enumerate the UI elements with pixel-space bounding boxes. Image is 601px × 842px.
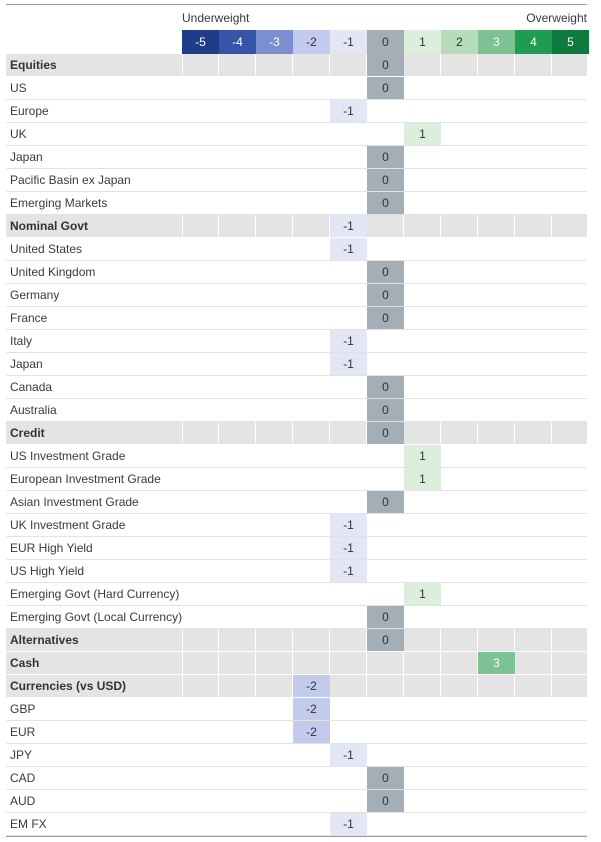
rating-cell: 3	[478, 652, 515, 674]
rating-cell: 0	[367, 491, 404, 513]
row-label: US Investment Grade	[10, 449, 126, 463]
grid-divider	[255, 652, 256, 674]
table-row	[6, 169, 587, 192]
grid-divider	[514, 215, 515, 237]
grid-divider	[477, 629, 478, 651]
rating-cell: 0	[367, 376, 404, 398]
rating-cell: 0	[367, 606, 404, 628]
row-label: Emerging Markets	[10, 196, 108, 210]
table-row	[6, 123, 587, 146]
row-label: EUR High Yield	[10, 541, 93, 555]
row-label: European Investment Grade	[10, 472, 161, 486]
table-row	[6, 744, 587, 767]
rating-cell: -2	[293, 721, 330, 743]
grid-divider	[403, 675, 404, 697]
rating-cell: 0	[367, 54, 404, 76]
row-label: EUR	[10, 725, 36, 739]
rating-cell: -1	[330, 744, 367, 766]
table-row	[6, 238, 587, 261]
grid-divider	[477, 215, 478, 237]
grid-divider	[182, 422, 183, 444]
grid-divider	[477, 422, 478, 444]
table-row	[6, 767, 587, 790]
table-row	[6, 376, 587, 399]
row-label: JPY	[10, 748, 33, 762]
rating-cell: 1	[404, 583, 441, 605]
rating-cell: 0	[367, 146, 404, 168]
grid-divider	[292, 215, 293, 237]
group-row	[6, 54, 587, 77]
grid-divider	[588, 422, 589, 444]
rating-cell: -2	[293, 698, 330, 720]
grid-divider	[218, 215, 219, 237]
scale-cell: -5	[182, 30, 219, 54]
grid-divider	[477, 54, 478, 76]
row-label: Currencies (vs USD)	[10, 679, 127, 693]
grid-divider	[255, 54, 256, 76]
table-row	[6, 192, 587, 215]
rating-cell: -1	[330, 813, 367, 835]
row-label: Emerging Govt (Local Currency)	[10, 610, 183, 624]
grid-divider	[182, 652, 183, 674]
grid-divider	[514, 675, 515, 697]
row-label: Asian Investment Grade	[10, 495, 139, 509]
grid-divider	[551, 629, 552, 651]
rating-cell: -2	[293, 675, 330, 697]
grid-divider	[292, 629, 293, 651]
row-label: Cash	[10, 656, 40, 670]
grid-divider	[329, 652, 330, 674]
table-row	[6, 537, 587, 560]
table-row	[6, 77, 587, 100]
table-bottom-rule	[6, 836, 587, 837]
row-label: Italy	[10, 334, 33, 348]
grid-divider	[403, 652, 404, 674]
row-label: UK Investment Grade	[10, 518, 126, 532]
scale-cell: 2	[441, 30, 478, 54]
table-row	[6, 468, 587, 491]
row-label: Europe	[10, 104, 49, 118]
group-row	[6, 675, 587, 698]
grid-divider	[440, 215, 441, 237]
grid-divider	[255, 422, 256, 444]
row-label: US High Yield	[10, 564, 85, 578]
row-label: Credit	[10, 426, 45, 440]
grid-divider	[329, 422, 330, 444]
rating-cell: 0	[367, 629, 404, 651]
table-body	[6, 54, 587, 836]
table-row	[6, 698, 587, 721]
row-label: Germany	[10, 288, 60, 302]
grid-divider	[255, 675, 256, 697]
rating-cell: 0	[367, 77, 404, 99]
overweight-label: Overweight	[526, 11, 587, 25]
table-row	[6, 721, 587, 744]
group-row	[6, 422, 587, 445]
scale-cell: -3	[256, 30, 293, 54]
table-row	[6, 284, 587, 307]
grid-divider	[514, 629, 515, 651]
row-label: GBP	[10, 702, 36, 716]
table-row	[6, 445, 587, 468]
grid-divider	[551, 215, 552, 237]
scale-cell: 3	[478, 30, 515, 54]
grid-divider	[588, 215, 589, 237]
rating-cell: -1	[330, 514, 367, 536]
grid-divider	[440, 54, 441, 76]
grid-divider	[329, 629, 330, 651]
grid-divider	[551, 652, 552, 674]
grid-divider	[477, 675, 478, 697]
rating-cell: 0	[367, 399, 404, 421]
row-label: Canada	[10, 380, 53, 394]
table-row	[6, 491, 587, 514]
grid-divider	[551, 675, 552, 697]
rating-cell: 0	[367, 307, 404, 329]
scale-cell: 5	[552, 30, 589, 54]
row-label: Equities	[10, 58, 57, 72]
grid-divider	[551, 54, 552, 76]
table-row	[6, 353, 587, 376]
scale-cell: -4	[219, 30, 256, 54]
grid-divider	[218, 652, 219, 674]
grid-divider	[255, 215, 256, 237]
grid-divider	[440, 629, 441, 651]
grid-divider	[440, 675, 441, 697]
grid-divider	[182, 54, 183, 76]
rating-cell: -1	[330, 537, 367, 559]
table-row	[6, 399, 587, 422]
rating-cell: 0	[367, 790, 404, 812]
grid-divider	[218, 629, 219, 651]
grid-divider	[182, 675, 183, 697]
grid-divider	[588, 652, 589, 674]
allocation-table	[6, 4, 587, 837]
row-label: AUD	[10, 794, 36, 808]
rating-cell: 1	[404, 468, 441, 490]
grid-divider	[292, 422, 293, 444]
row-label: US	[10, 81, 27, 95]
rating-cell: -1	[330, 353, 367, 375]
rating-cell: -1	[330, 330, 367, 352]
row-label: UK	[10, 127, 27, 141]
table-row	[6, 813, 587, 836]
table-header	[6, 4, 587, 30]
row-label: Nominal Govt	[10, 219, 89, 233]
row-label: Alternatives	[10, 633, 79, 647]
group-row	[6, 652, 587, 675]
table-row	[6, 100, 587, 123]
row-label: EM FX	[10, 817, 47, 831]
rating-cell: 0	[367, 261, 404, 283]
grid-divider	[514, 422, 515, 444]
table-row	[6, 560, 587, 583]
scale-cell: 0	[367, 30, 404, 54]
rating-cell: 0	[367, 767, 404, 789]
group-row	[6, 629, 587, 652]
scale-cell: 4	[515, 30, 552, 54]
grid-divider	[588, 54, 589, 76]
rating-cell: -1	[330, 100, 367, 122]
scale-header-row	[6, 30, 587, 54]
table-row	[6, 606, 587, 629]
table-row	[6, 330, 587, 353]
scale-cell: -1	[330, 30, 367, 54]
grid-divider	[218, 675, 219, 697]
grid-divider	[403, 215, 404, 237]
grid-divider	[255, 629, 256, 651]
grid-divider	[440, 652, 441, 674]
table-row	[6, 583, 587, 606]
grid-divider	[182, 215, 183, 237]
row-label: Emerging Govt (Hard Currency)	[10, 587, 180, 601]
grid-divider	[551, 422, 552, 444]
grid-divider	[182, 629, 183, 651]
table-row	[6, 790, 587, 813]
row-label: Japan	[10, 150, 43, 164]
grid-divider	[588, 629, 589, 651]
grid-divider	[366, 652, 367, 674]
grid-divider	[440, 422, 441, 444]
grid-divider	[366, 675, 367, 697]
table-row	[6, 514, 587, 537]
scale-cell: -2	[293, 30, 330, 54]
grid-divider	[292, 652, 293, 674]
grid-divider	[218, 54, 219, 76]
table-row	[6, 307, 587, 330]
grid-divider	[218, 422, 219, 444]
rating-cell: 0	[367, 169, 404, 191]
row-label: United Kingdom	[10, 265, 96, 279]
scale-cell: 1	[404, 30, 441, 54]
rating-cell: 0	[367, 192, 404, 214]
rating-cell: 1	[404, 445, 441, 467]
table-row	[6, 261, 587, 284]
group-row	[6, 215, 587, 238]
row-label: France	[10, 311, 48, 325]
row-label: Pacific Basin ex Japan	[10, 173, 131, 187]
row-label: United States	[10, 242, 83, 256]
grid-divider	[292, 54, 293, 76]
row-label: Japan	[10, 357, 43, 371]
grid-divider	[588, 675, 589, 697]
rating-cell: -1	[330, 560, 367, 582]
grid-divider	[514, 54, 515, 76]
rating-cell: 1	[404, 123, 441, 145]
row-label: Australia	[10, 403, 57, 417]
rating-cell: -1	[330, 238, 367, 260]
table-row	[6, 146, 587, 169]
grid-divider	[329, 54, 330, 76]
row-label: CAD	[10, 771, 36, 785]
rating-cell: -1	[330, 215, 367, 237]
rating-cell: 0	[367, 422, 404, 444]
underweight-label: Underweight	[182, 11, 250, 25]
rating-cell: 0	[367, 284, 404, 306]
